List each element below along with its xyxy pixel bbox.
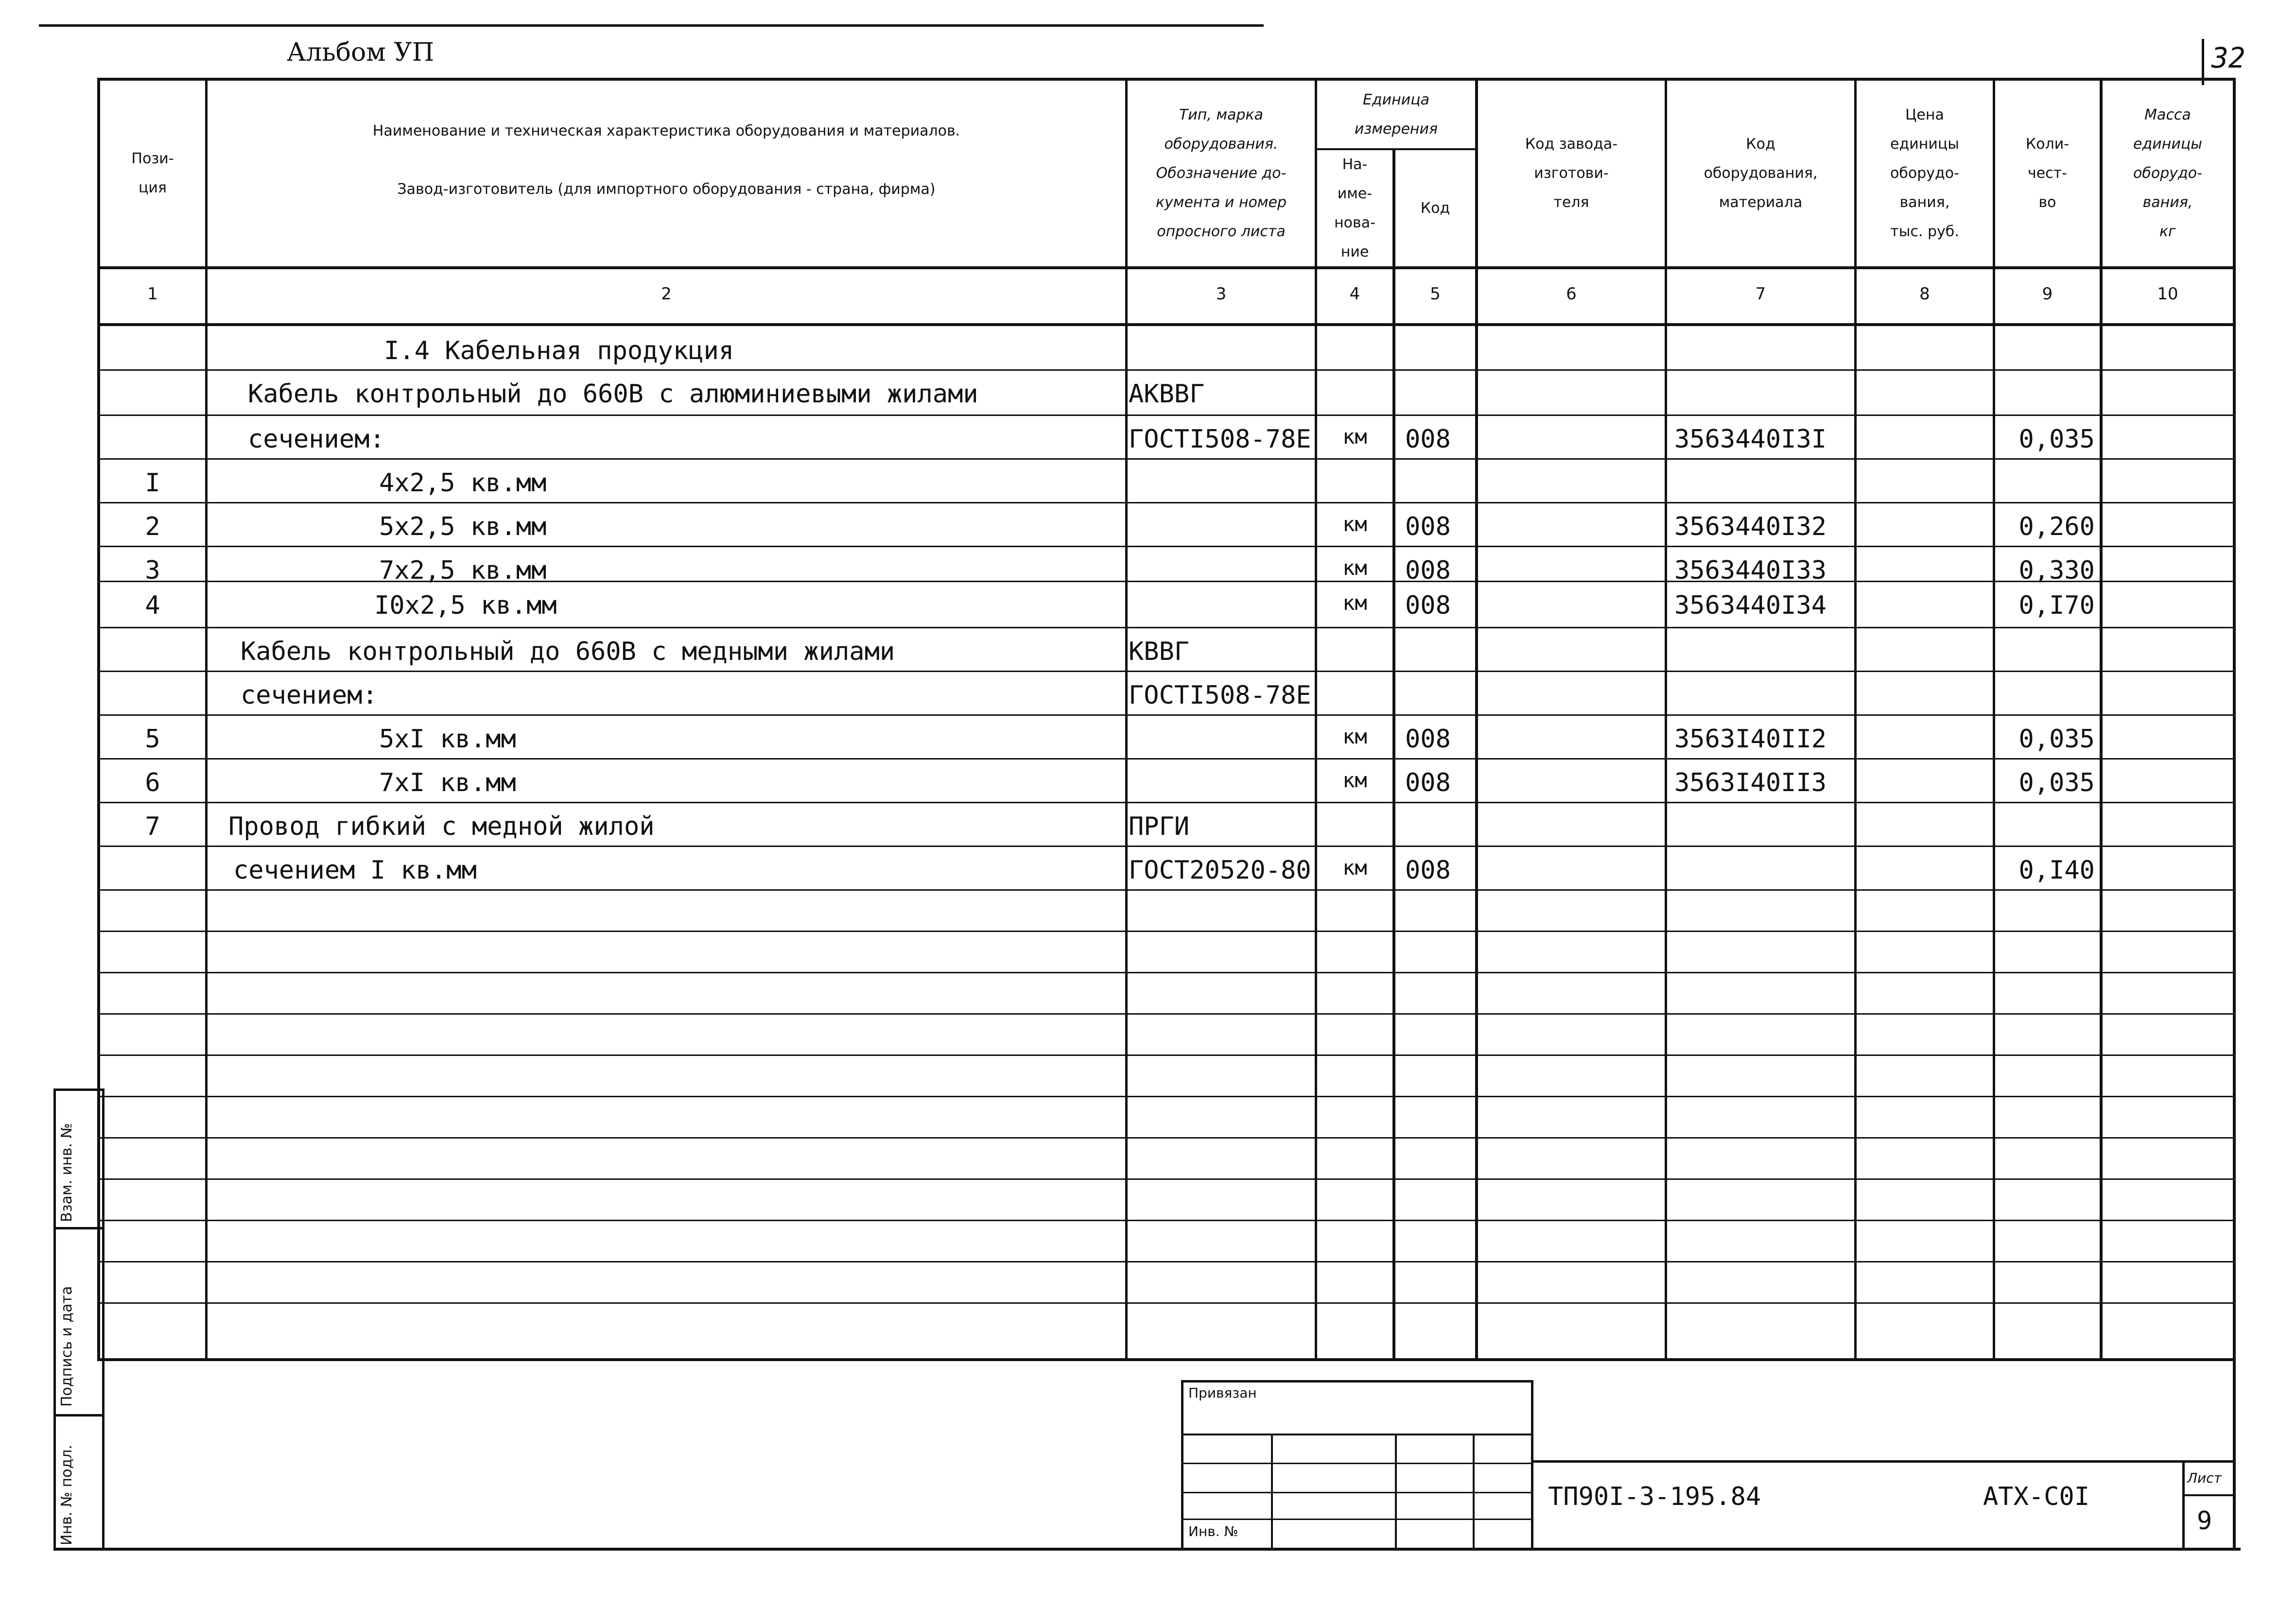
cell-mat: 3563I40II2: [1674, 725, 1827, 754]
row-line: [100, 1178, 2233, 1180]
side-stamp-line: [53, 1227, 104, 1229]
stamp-line: [1181, 1380, 1183, 1550]
header-unit-code: Код: [1420, 199, 1450, 217]
number-row-bottom-border: [97, 323, 2236, 326]
col-line: [1125, 78, 1128, 1361]
col-line: [2100, 78, 2103, 1361]
cell-code: 008: [1405, 725, 1451, 754]
top-rule: [39, 24, 1264, 27]
row-line: [100, 972, 2233, 973]
header-manufacturer-code: Код завода- изготови- теля: [1525, 136, 1618, 211]
cell-mat: 3563440I3I: [1674, 425, 1827, 454]
col-number: 10: [2157, 284, 2178, 304]
col-line: [1665, 78, 1667, 1361]
header-unit-group: Единица измерения: [1354, 91, 1438, 138]
cell-name: 7хI кв.мм: [379, 768, 516, 797]
row-line: [100, 502, 2233, 503]
stamp-line: [2182, 1460, 2185, 1550]
col-line: [1315, 78, 1317, 1361]
row-line: [100, 1096, 2233, 1097]
header-type: Тип, марка оборудования. Обозначение до- кумента и номер опросного листа: [1155, 106, 1287, 240]
cell-mat: 3563440I34: [1674, 591, 1827, 620]
cell-code: 008: [1405, 512, 1451, 541]
cell-pos: 2: [145, 512, 160, 541]
header-quantity: Коли- чест- во: [2025, 136, 2070, 211]
stamp-line: [1271, 1434, 1273, 1550]
cell-qty: 0,330: [2018, 556, 2095, 585]
cell-mat: 3563440I33: [1674, 556, 1827, 585]
cell-code: 008: [1405, 425, 1451, 454]
cell-qty: 0,035: [2018, 425, 2095, 454]
col-number: 1: [147, 284, 158, 304]
album-title: Альбом УП: [287, 38, 435, 67]
cell-name: 5хI кв.мм: [379, 725, 516, 754]
row-line: [100, 671, 2233, 672]
stamp-inv-no: Инв. №: [1188, 1523, 1238, 1539]
cell-type: АКВВГ: [1129, 380, 1205, 409]
side-stamp-outer: [53, 1089, 56, 1550]
cell-name: 4х2,5 кв.мм: [379, 468, 547, 498]
header-unit-name: На- име- нова- ние: [1334, 156, 1375, 260]
col-number: 4: [1349, 284, 1360, 304]
row-line: [100, 931, 2233, 932]
cell-pos: I: [145, 468, 160, 498]
stamp-line: [1531, 1460, 2236, 1463]
row-line: [100, 758, 2233, 760]
cell-name: сечением:: [241, 681, 378, 710]
table-left-border: [97, 78, 100, 1361]
stamp-privyazan: Привязан: [1188, 1385, 1257, 1401]
cell-code: 008: [1405, 768, 1451, 797]
sheet-code: АТХ-С0I: [1983, 1482, 2090, 1511]
page-number: 32: [2211, 41, 2245, 74]
stamp-line: [1395, 1434, 1397, 1550]
row-line: [100, 1054, 2233, 1056]
cell-unit: км: [1342, 768, 1367, 792]
cell-pos: 4: [145, 591, 160, 620]
side-label-vzam: Взам. инв. №: [58, 1123, 75, 1222]
list-value: 9: [2197, 1506, 2212, 1536]
side-stamp-line: [53, 1414, 104, 1417]
cell-name: I.4 Кабельная продукция: [384, 336, 734, 365]
cell-mat: 3563440I32: [1674, 512, 1827, 541]
cell-name: I0х2,5 кв.мм: [374, 591, 557, 620]
cell-unit: км: [1342, 725, 1367, 748]
col-number: 5: [1430, 284, 1441, 304]
row-line: [100, 369, 2233, 371]
cell-type: ГОСТI508-78Е: [1129, 425, 1311, 454]
cell-unit: км: [1342, 512, 1367, 536]
cell-mat: 3563I40II3: [1674, 768, 1827, 797]
cell-unit: км: [1342, 591, 1367, 615]
side-label-inv: Инв. № подл.: [58, 1445, 75, 1545]
row-line: [100, 1137, 2233, 1139]
header-material-code: Код оборудования, материала: [1704, 136, 1818, 211]
stamp-line: [1181, 1492, 1533, 1493]
stamp-line: [1531, 1380, 1533, 1550]
doc-code: ТП90I-3-195.84: [1548, 1482, 1761, 1511]
side-stamp-inner: [102, 1089, 104, 1550]
cell-pos: 6: [145, 768, 160, 797]
row-line: [100, 802, 2233, 803]
cell-unit: км: [1342, 425, 1367, 449]
col-line: [1475, 78, 1478, 1361]
cell-unit: км: [1342, 556, 1367, 580]
stamp-line: [1181, 1463, 1533, 1464]
header-position: Пози- ция: [131, 150, 174, 196]
col-number: 3: [1216, 284, 1227, 304]
col-line: [1993, 78, 1995, 1361]
cell-pos: 7: [145, 812, 160, 841]
col-number: 7: [1755, 284, 1766, 304]
frame-right-lower: [2233, 1361, 2236, 1550]
row-line: [100, 458, 2233, 460]
row-line: [100, 546, 2233, 547]
cell-name: Кабель контрольный до 660В с алюминиевыми жилами: [248, 380, 978, 409]
row-line: [100, 714, 2233, 716]
row-line: [100, 1220, 2233, 1221]
cell-pos: 3: [145, 556, 160, 585]
stamp-line: [1181, 1434, 1533, 1435]
row-line: [100, 889, 2233, 891]
col-number: 2: [661, 284, 672, 304]
col-number: 6: [1566, 284, 1577, 304]
cell-qty: 0,260: [2018, 512, 2095, 541]
row-line: [100, 1302, 2233, 1304]
side-label-podpis: Подпись и дата: [58, 1286, 75, 1407]
header-bottom-border: [97, 266, 2236, 269]
cell-type: КВВГ: [1129, 637, 1190, 666]
header-price: Цена единицы оборудо- вания, тыс. руб.: [1890, 106, 1959, 240]
stamp-line: [1181, 1519, 1533, 1520]
list-label: Лист: [2187, 1470, 2222, 1486]
header-manufacturer: Завод-изготовитель (для импортного оборудования - страна, фирма): [397, 181, 936, 198]
col-line: [205, 78, 208, 1361]
cell-code: 008: [1405, 556, 1451, 585]
cell-name: сечением:: [248, 425, 385, 454]
row-line: [100, 1013, 2233, 1015]
cell-pos: 5: [145, 725, 160, 754]
cell-qty: 0,035: [2018, 768, 2095, 797]
frame-bottom: [53, 1548, 2241, 1551]
col-line: [1854, 78, 1857, 1361]
row-line: [100, 846, 2233, 847]
cell-code: 008: [1405, 591, 1451, 620]
cell-unit: км: [1342, 856, 1367, 880]
cell-type: ГОСТ20520-80: [1129, 856, 1311, 885]
cell-name: Провод гибкий с медной жилой: [228, 812, 655, 841]
table-bottom-border: [97, 1358, 2236, 1361]
table-right-border: [2233, 78, 2236, 1361]
header-mass: Масса единицы оборудо- вания, кг: [2133, 106, 2202, 240]
cell-type: ПРГИ: [1129, 812, 1190, 841]
row-line: [100, 1261, 2233, 1262]
cell-name: 7х2,5 кв.мм: [379, 556, 547, 585]
cell-type: ГОСТI508-78Е: [1129, 681, 1311, 710]
cell-name: 5х2,5 кв.мм: [379, 512, 547, 541]
col-number: 9: [2042, 284, 2053, 304]
row-line: [100, 627, 2233, 628]
cell-qty: 0,035: [2018, 725, 2095, 754]
row-line: [100, 415, 2233, 416]
cell-qty: 0,I70: [2018, 591, 2095, 620]
stamp-line: [2182, 1494, 2236, 1496]
stamp-line: [1473, 1434, 1475, 1550]
cell-qty: 0,I40: [2018, 856, 2095, 885]
stamp-line: [1181, 1380, 1533, 1382]
cell-name: сечением I кв.мм: [233, 856, 477, 885]
side-stamp-line: [53, 1089, 104, 1091]
header-name: Наименование и техническая характеристика оборудования и материалов.: [372, 122, 960, 139]
cell-name: Кабель контрольный до 660В с медными жилами: [241, 637, 895, 666]
col-number: 8: [1919, 284, 1930, 304]
cell-code: 008: [1405, 856, 1451, 885]
